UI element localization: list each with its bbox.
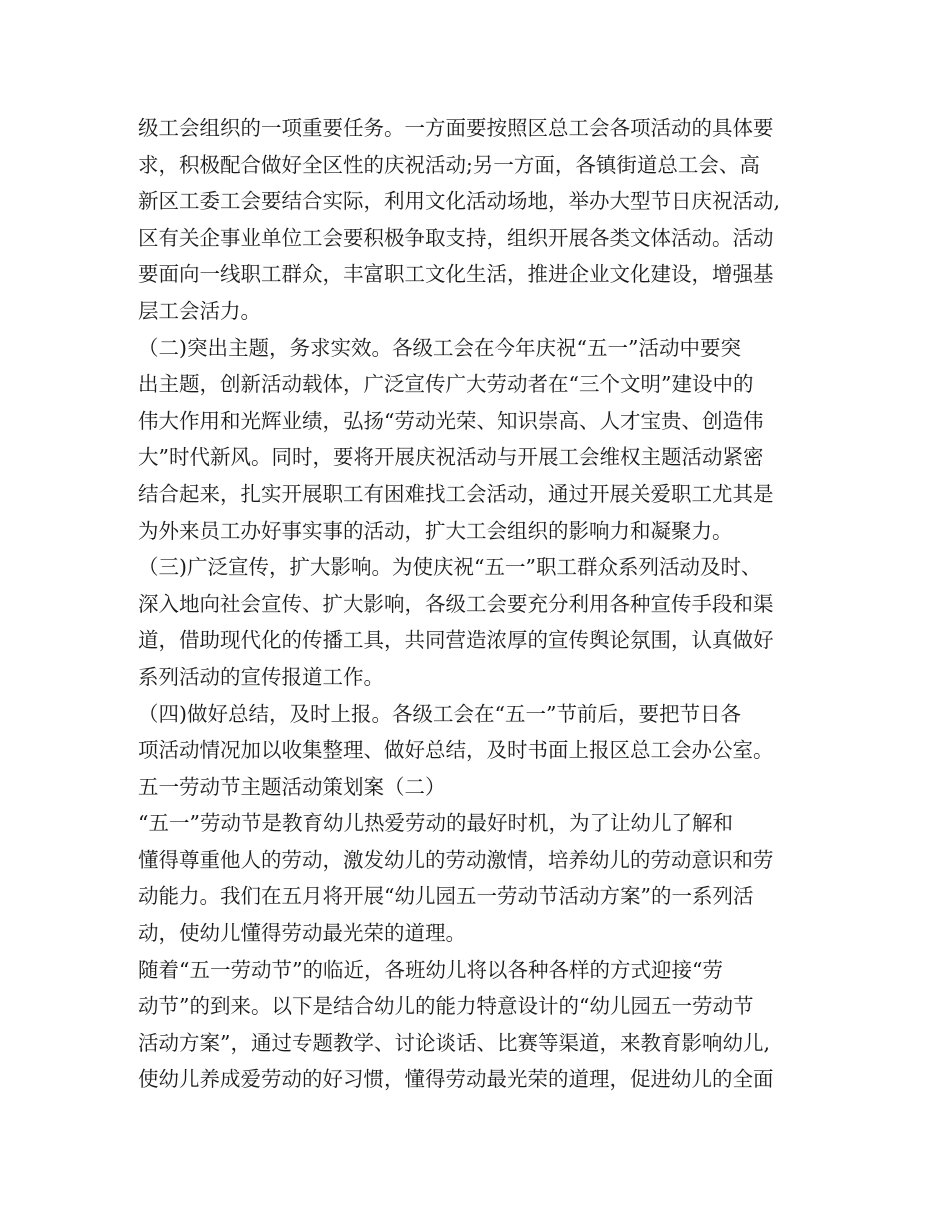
text-line: 活动方案”，通过专题教学、讨论谈话、比赛等渠道，来教育影响幼儿,	[138, 1030, 770, 1055]
text-line: 深入地向社会宣传、扩大影响，各级工会要充分利用各种宣传手段和渠	[138, 591, 774, 616]
text-line: 结合起来，扎实开展职工有困难找工会活动，通过开展关爱职工尤其是	[138, 481, 774, 506]
text-line: “五一”劳动节是教育幼儿热爱劳动的最好时机，为了让幼儿了解和	[138, 811, 733, 836]
text-line: 大”时代新风。同时，要将开展庆祝活动与开展工会维权主题活动紧密	[138, 445, 764, 470]
section-heading-2: （二)突出主题，务求实效。各级工会在今年庆祝“五一”活动中要突	[138, 335, 741, 360]
text-line: 使幼儿养成爱劳动的好习惯，懂得劳动最光荣的道理，促进幼儿的全面	[138, 1067, 774, 1092]
text-line: 求，积极配合做好全区性的庆祝活动;另一方面，各镇街道总工会、高	[138, 152, 760, 177]
text-line: 层工会活力。	[138, 298, 261, 323]
text-line: 系列活动的宣传报道工作。	[138, 664, 384, 689]
text-line: 懂得尊重他人的劳动，激发幼儿的劳动激情，培养幼儿的劳动意识和劳	[138, 847, 774, 872]
text-line: 动，使幼儿懂得劳动最光荣的道理。	[138, 921, 466, 946]
text-line: 区有关企事业单位工会要积极争取支持，组织开展各类文体活动。活动	[138, 225, 774, 250]
text-line: 要面向一线职工群众，丰富职工文化生活，推进企业文化建设，增强基	[138, 262, 774, 287]
document-subtitle: 五一劳动节主题活动策划案（二）	[138, 774, 446, 799]
text-line: 伟大作用和光辉业绩，弘扬“劳动光荣、知识崇高、人才宝贵、创造伟	[138, 408, 764, 433]
text-line: 级工会组织的一项重要任务。一方面要按照区总工会各项活动的具体要	[138, 116, 774, 140]
text-line: 为外来员工办好事实事的活动，扩大工会组织的影响力和凝聚力。	[138, 518, 733, 543]
text-line: 新区工委工会要结合实际，利用文化活动场地，举办大型节日庆祝活动,	[138, 189, 781, 214]
text-line: 动能力。我们在五月将开展“幼儿园五一劳动节活动方案”的一系列活	[138, 884, 754, 909]
text-line: 项活动情况加以收集整理、做好总结，及时书面上报区总工会办公室。	[138, 738, 774, 763]
text-line: 随着“五一劳动节”的临近，各班幼儿将以各种各样的方式迎接“劳	[138, 957, 723, 982]
text-line: 道，借助现代化的传播工具，共同营造浓厚的宣传舆论氛围，认真做好	[138, 628, 774, 653]
text-line: 出主题，创新活动载体，广泛宣传广大劳动者在“三个文明”建设中的	[138, 372, 754, 397]
section-heading-4: （四)做好总结，及时上报。各级工会在“五一”节前后，要把节日各	[138, 701, 741, 726]
text-line: 动节”的到来。以下是结合幼儿的能力特意设计的“幼儿园五一劳动节	[138, 994, 754, 1019]
document-body	[138, 110, 838, 1098]
section-heading-3: （三)广泛宣传，扩大影响。为使庆祝“五一”职工群众系列活动及时、	[138, 555, 762, 580]
